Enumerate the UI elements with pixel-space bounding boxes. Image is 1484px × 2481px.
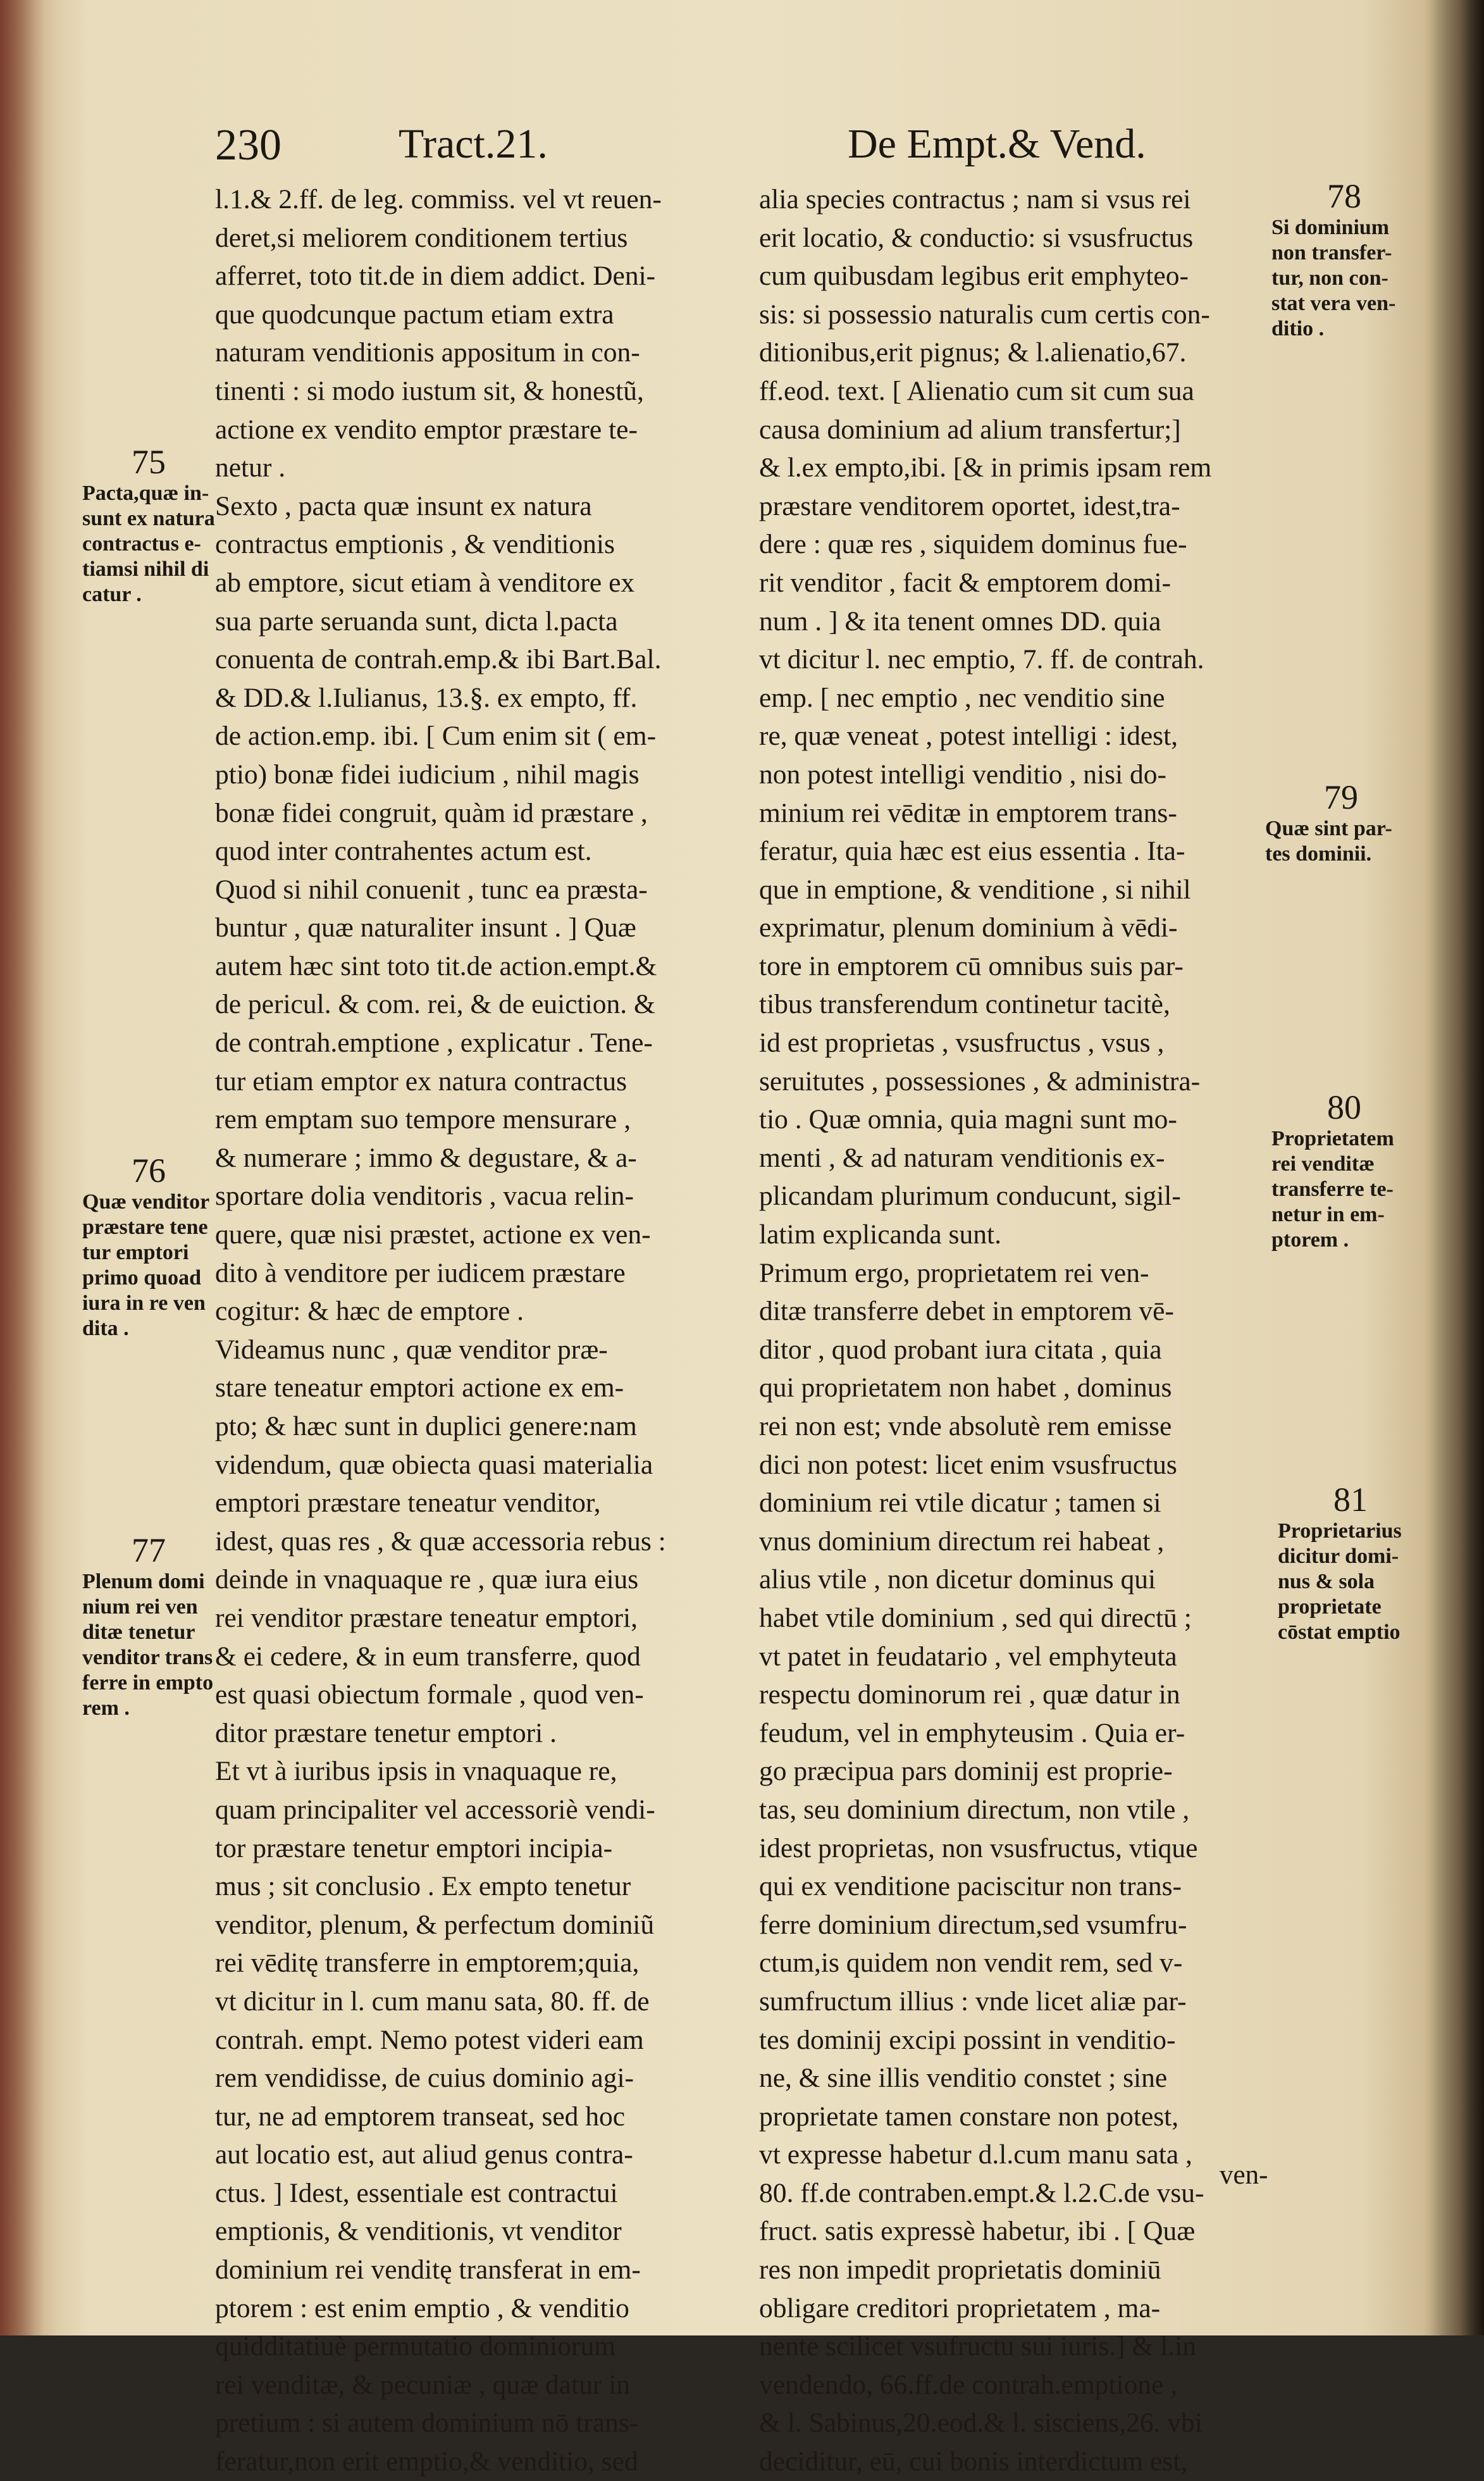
text-line: tibus transferendum continetur tacitè, xyxy=(759,989,1170,1020)
text-line: respectu dominorum rei , quæ datur in xyxy=(759,1679,1180,1710)
margin-note-line: Pacta,quæ in- xyxy=(82,482,209,505)
text-line: ditæ transferre debet in emptorem vē- xyxy=(759,1296,1174,1327)
text-line: videndum, quæ obiecta quasi materialia xyxy=(215,1449,653,1480)
margin-note-77 xyxy=(82,1531,215,1721)
text-line: & l. Sabinus,20.eod.& l. sisciens,26. vbi xyxy=(759,2408,1203,2439)
margin-note-line: Quæ venditor xyxy=(82,1190,210,1214)
text-line: & DD.& l.Iulianus, 13.§. ex empto, ff. xyxy=(215,682,638,713)
margin-note-line: tur emptori xyxy=(82,1241,189,1264)
text-line: ditor præstare tenetur emptori . xyxy=(215,1717,557,1748)
text-line: obligare creditori proprietatem , ma- xyxy=(759,2292,1161,2323)
text-line: quam principaliter vel accessoriè vendi- xyxy=(215,1794,655,1825)
text-line: res non impedit proprietatis dominiū xyxy=(759,2254,1161,2285)
margin-note-line: iura in re ven xyxy=(82,1291,206,1315)
text-line: alius vtile , non dicetur dominus qui xyxy=(759,1564,1156,1595)
text-line: feratur, quia hæc est eius essentia . Ita- xyxy=(759,836,1185,867)
text-line: rit venditor , facit & emptorem domi- xyxy=(759,567,1172,598)
margin-note-text xyxy=(1271,215,1417,342)
margin-note-line: rei venditæ xyxy=(1271,1152,1375,1176)
text-line: pretium : si autem dominium nō trans- xyxy=(215,2408,639,2439)
text-line: Videamus nunc , quæ venditor præ- xyxy=(215,1334,608,1365)
text-line: quod inter contrahentes actum est. xyxy=(215,836,592,867)
text-line: cum quibusdam legibus erit emphyteo- xyxy=(759,261,1189,292)
text-line: tio . Quæ omnia, quia magni sunt mo- xyxy=(759,1104,1177,1135)
text-line: tes dominij excipi possint in venditio- xyxy=(759,2024,1176,2055)
text-line: id est proprietas , vsusfructus , vsus , xyxy=(759,1028,1165,1059)
margin-note-line: tes dominii. xyxy=(1265,842,1372,866)
margin-note-line: Plenum domi xyxy=(82,1570,205,1593)
text-line: vt patet in feudatario , vel emphyteuta xyxy=(759,1641,1177,1672)
text-line: minium rei vēditæ in emptorem trans- xyxy=(759,797,1177,828)
text-line: l.1.& 2.ff. de leg. commiss. vel vt reuen- xyxy=(215,184,662,215)
text-line: vnus dominium directum rei habeat , xyxy=(759,1526,1165,1557)
text-line: rei vēditę transferre in emptorem;quia, xyxy=(215,1948,640,1979)
text-line: vendendo, 66.ff.de contrah.emptione , xyxy=(759,2369,1178,2400)
text-line: idest, quas res , & quæ accessoria rebus : xyxy=(215,1526,666,1557)
margin-note-number: 81 xyxy=(1333,1481,1368,1519)
margin-note-line: præstare tene xyxy=(82,1216,208,1239)
margin-note-line: Proprietarius xyxy=(1278,1519,1402,1543)
text-line: sis: si possessio naturalis cum certis con- xyxy=(759,299,1210,330)
text-line: vt expresse habetur d.l.cum manu sata , xyxy=(759,2139,1192,2170)
margin-note-line: transferre te- xyxy=(1271,1178,1394,1201)
text-line: alia species contractus ; nam si vsus rei xyxy=(759,184,1191,215)
text-line: Primum ergo, proprietatem rei ven- xyxy=(759,1257,1149,1288)
margin-note-78 xyxy=(1271,177,1417,342)
text-line: ctum,is quidem non vendit rem, sed v- xyxy=(759,1948,1183,1979)
text-line: deciditur, eū, cui bonis interdictum est, xyxy=(759,2446,1188,2477)
text-line: est quasi obiectum formale , quod ven- xyxy=(215,1679,644,1710)
text-line: que quodcunque pactum etiam extra xyxy=(215,299,614,330)
text-line: feratur,non erit emptio,& venditio, sed xyxy=(215,2446,638,2477)
text-line: dito à venditore per iudicem præstare xyxy=(215,1257,626,1288)
text-line: deret,si meliorem conditionem tertius xyxy=(215,222,628,253)
text-line: rei venditæ, & pecuniæ , quæ datur in xyxy=(215,2369,631,2400)
text-line: re, quæ veneat , potest intelligi : idest, xyxy=(759,721,1178,752)
text-line: mus ; sit conclusio . Ex empto tenetur xyxy=(215,1871,631,1902)
text-line: nente scilicet vsufructu sui iuris.] & l.in xyxy=(759,2331,1197,2362)
text-line: exprimatur, plenum dominium à vēdi- xyxy=(759,912,1178,943)
text-line: & ei cedere, & in eum transferre, quod xyxy=(215,1641,641,1672)
text-line: num . ] & ita tenent omnes DD. quia xyxy=(759,606,1161,637)
next-page-edge xyxy=(1423,0,1484,2335)
margin-note-81 xyxy=(1278,1481,1423,1645)
text-line: conuenta de contrah.emp.& ibi Bart.Bal. xyxy=(215,644,662,675)
page-number: 230 xyxy=(215,121,281,170)
text-line: rem vendidisse, de cuius dominio agi- xyxy=(215,2063,634,2094)
margin-note-line: contractus e- xyxy=(82,532,201,556)
text-line: ne, & sine illis venditio constet ; sine xyxy=(759,2063,1168,2094)
text-line: pto; & hæc sunt in duplici genere:nam xyxy=(215,1411,637,1441)
text-line: præstare venditorem oportet, idest,tra- xyxy=(759,490,1180,521)
margin-note-line: primo quoad xyxy=(82,1266,201,1290)
right-text-column xyxy=(759,180,1265,2481)
text-line: sportare dolia venditoris , vacua relin- xyxy=(215,1181,634,1212)
text-line: Et vt à iuribus ipsis in vnaquaque re, xyxy=(215,1756,617,1787)
margin-note-line: tur, non con- xyxy=(1271,266,1388,290)
margin-note-line: Quæ sint par- xyxy=(1265,817,1392,840)
text-line: tor præstare tenetur emptori incipia- xyxy=(215,1832,613,1863)
text-line: proprietate tamen constare non potest, xyxy=(759,2101,1179,2132)
text-line: emptionis, & venditionis, vt venditor xyxy=(215,2216,622,2247)
text-line: que in emptione, & venditione , si nihil xyxy=(759,874,1191,905)
margin-note-text xyxy=(82,481,215,607)
margin-note-line: ditæ tenetur xyxy=(82,1620,195,1644)
margin-note-79 xyxy=(1265,778,1417,867)
text-line: ptio) bonæ fidei iudicium , nihil magis xyxy=(215,759,640,790)
text-line: Quod si nihil conuenit , tunc ea præsta- xyxy=(215,874,648,905)
margin-note-line: non transfer- xyxy=(1271,241,1392,264)
text-line: menti , & ad naturam venditionis ex- xyxy=(759,1142,1165,1173)
margin-note-76 xyxy=(82,1152,215,1341)
margin-note-line: rem . xyxy=(82,1696,130,1720)
text-line: go præcipua pars dominij est proprie- xyxy=(759,1756,1173,1787)
margin-note-line: sunt ex natura xyxy=(82,507,215,530)
text-line: plicandam plurimum conducunt, sigil- xyxy=(759,1181,1181,1212)
text-line: emptori præstare teneatur venditor, xyxy=(215,1488,601,1519)
text-line: vt dicitur in l. cum manu sata, 80. ff. de xyxy=(215,1986,650,2017)
running-head xyxy=(215,114,1164,183)
margin-note-line: ferre in empto xyxy=(82,1671,214,1694)
text-line: erit locatio, & conductio: si vsusfructus xyxy=(759,222,1194,253)
text-line: dominium rei vtile dicatur ; tamen si xyxy=(759,1488,1161,1519)
text-line: latim explicanda sunt. xyxy=(759,1219,1001,1250)
text-line: ptorem : est enim emptio , & venditio xyxy=(215,2292,629,2323)
text-line: ditionibus,erit pignus; & l.alienatio,67. xyxy=(759,337,1187,368)
text-line: actione ex vendito emptor præstare te- xyxy=(215,414,638,445)
margin-note-text xyxy=(1271,1126,1417,1253)
text-line: bonæ fidei congruit, quàm id præstare , xyxy=(215,797,648,828)
text-line: dere : quæ res , siquidem dominus fue- xyxy=(759,529,1187,560)
margin-note-line: proprietate xyxy=(1278,1595,1382,1619)
text-line: de action.emp. ibi. [ Cum enim sit ( em- xyxy=(215,721,657,752)
text-line: rei venditor præstare teneatur emptori, xyxy=(215,1602,638,1633)
text-line: contractus emptionis , & venditionis xyxy=(215,529,615,560)
running-title-right: De Empt.& Vend. xyxy=(848,121,1146,167)
text-line: feudum, vel in emphyteusim . Quia er- xyxy=(759,1717,1185,1748)
text-line: ctus. ] Idest, essentiale est contractui xyxy=(215,2177,618,2208)
text-line: & numerare ; immo & degustare, & a- xyxy=(215,1142,637,1173)
margin-note-line: nus & sola xyxy=(1278,1570,1375,1593)
margin-note-line: nium rei ven xyxy=(82,1595,198,1619)
text-line: rei non est; vnde absolutè rem emisse xyxy=(759,1411,1172,1441)
margin-note-text xyxy=(82,1190,215,1341)
margin-note-number: 79 xyxy=(1324,778,1358,816)
margin-note-line: stat vera ven- xyxy=(1271,292,1396,315)
margin-note-number: 75 xyxy=(132,443,166,481)
text-line: qui proprietatem non habet , dominus xyxy=(759,1372,1172,1403)
margin-note-line: ditio . xyxy=(1271,317,1325,340)
text-line: autem hæc sint toto tit.de action.empt.& xyxy=(215,950,657,981)
margin-note-line: cōstat emptio xyxy=(1278,1620,1401,1644)
text-line: tur, ne ad emptorem transeat, sed hoc xyxy=(215,2101,626,2132)
margin-note-75 xyxy=(82,443,215,607)
text-line: tinenti : si modo iustum sit, & honestũ, xyxy=(215,375,644,406)
text-line: venditor, plenum, & perfectum dominiũ xyxy=(215,1909,655,1940)
margin-note-line: dita . xyxy=(82,1317,129,1340)
text-line: habet vtile dominium , sed qui directū ; xyxy=(759,1602,1192,1633)
text-line: sua parte seruanda sunt, dicta l.pacta xyxy=(215,606,618,637)
text-line: buntur , quæ naturaliter insunt . ] Quæ xyxy=(215,912,636,943)
text-line: seruitutes , possessiones , & administra- xyxy=(759,1066,1201,1097)
text-line: quidditatiuè permutatio dominiorum xyxy=(215,2331,616,2362)
text-line: naturam venditionis appositum in con- xyxy=(215,337,640,368)
text-line: tur etiam emptor ex natura contractus xyxy=(215,1066,628,1097)
margin-note-line: Si dominium xyxy=(1271,216,1390,239)
margin-note-line: netur in em- xyxy=(1271,1203,1385,1226)
margin-note-number: 77 xyxy=(132,1531,166,1569)
text-line: ab emptore, sicut etiam à venditore ex xyxy=(215,567,635,598)
margin-note-number: 76 xyxy=(132,1152,166,1190)
text-line: & l.ex empto,ibi. [& in primis ipsam rem xyxy=(759,452,1212,483)
margin-note-line: catur . xyxy=(82,583,142,606)
running-title-left: Tract.21. xyxy=(399,121,548,167)
text-line: vt dicitur l. nec emptio, 7. ff. de contrah. xyxy=(759,644,1204,675)
text-line: rem emptam suo tempore mensurare , xyxy=(215,1104,631,1135)
margin-note-line: ptorem . xyxy=(1271,1228,1349,1252)
text-line: de contrah.emptione , explicatur . Tene- xyxy=(215,1028,653,1059)
catchword: ven- xyxy=(1220,2160,1268,2190)
text-line: Sexto , pacta quæ insunt ex natura xyxy=(215,490,592,521)
text-line: 80. ff.de contraben.empt.& l.2.C.de vsu- xyxy=(759,2177,1204,2208)
text-line: non potest intelligi venditio , nisi do- xyxy=(759,759,1167,790)
text-line: ditor , quod probant iura citata , quia xyxy=(759,1334,1162,1365)
text-line: tore in emptorem cū omnibus suis par- xyxy=(759,950,1184,981)
text-line: stare teneatur emptori actione ex em- xyxy=(215,1372,624,1403)
text-line: ff.eod. text. [ Alienatio cum sit cum sua xyxy=(759,375,1194,406)
text-line: emp. [ nec emptio , nec venditio sine xyxy=(759,682,1165,713)
margin-note-80 xyxy=(1271,1088,1417,1253)
text-line: aut locatio est, aut aliud genus contra- xyxy=(215,2139,633,2170)
margin-note-text xyxy=(1265,816,1417,867)
text-line: contrah. empt. Nemo potest videri eam xyxy=(215,2024,644,2055)
text-line: netur . xyxy=(215,452,286,483)
text-line: dici non potest: licet enim vsusfructus xyxy=(759,1449,1177,1480)
text-line: qui ex venditione paciscitur non trans- xyxy=(759,1871,1182,1902)
margin-note-line: venditor trans xyxy=(82,1646,213,1669)
margin-note-text xyxy=(1278,1519,1423,1645)
text-line: deinde in vnaquaque re , quæ iura eius xyxy=(215,1564,639,1595)
text-line: afferret, toto tit.de in diem addict. Deni- xyxy=(215,261,656,292)
left-text-column xyxy=(215,180,759,2481)
margin-note-text xyxy=(82,1569,215,1721)
text-line: de pericul. & com. rei, & de euiction. & xyxy=(215,989,655,1020)
text-line: tas, seu dominium directum, non vtile , xyxy=(759,1794,1190,1825)
margin-note-number: 80 xyxy=(1327,1088,1361,1126)
margin-note-line: dicitur domi- xyxy=(1278,1545,1399,1568)
gutter-shadow xyxy=(0,0,57,2335)
text-line: cogitur: & hæc de emptore . xyxy=(215,1296,524,1327)
text-line: fruct. satis expressè habetur, ibi . [ Quæ xyxy=(759,2216,1196,2247)
margin-note-line: Proprietatem xyxy=(1271,1127,1394,1150)
margin-note-line: tiamsi nihil di xyxy=(82,557,209,581)
text-line: idest proprietas, non vsusfructus, vtique xyxy=(759,1832,1198,1863)
text-line: causa dominium ad alium transfertur;] xyxy=(759,414,1181,445)
text-line: sumfructum illius : vnde licet aliæ par- xyxy=(759,1986,1187,2017)
margin-note-number: 78 xyxy=(1327,177,1361,215)
text-line: dominium rei venditę transferat in em- xyxy=(215,2254,641,2285)
text-line: quere, quæ nisi præstet, actione ex ven- xyxy=(215,1219,651,1250)
text-line: ferre dominium directum,sed vsumfru- xyxy=(759,1909,1187,1940)
